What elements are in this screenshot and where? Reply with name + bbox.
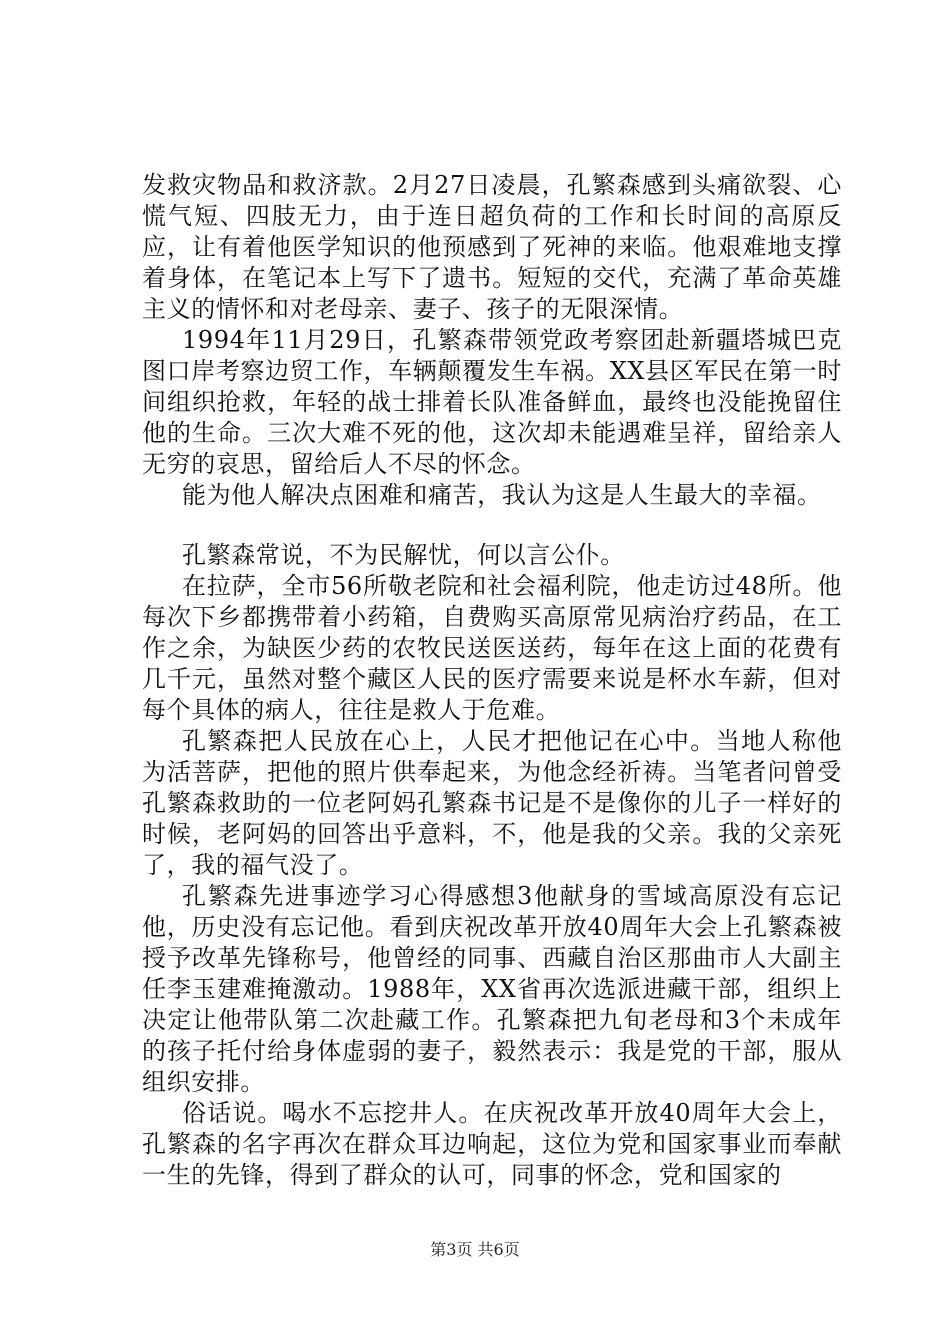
paragraph-quote-happiness: 能为他人解决点困难和痛苦，我认为这是人生最大的幸福。: [182, 481, 822, 509]
document-body: [142, 170, 842, 1191]
paragraph-reflection: 孔繁森先进事迹学习心得感想3他献身的雪域高原没有忘记他，历史没有忘记他。看到庆祝改革开放40周年大会上孔繁森被授予改革先锋称号，他曾经的同事、西藏自治区那曲市人大副主任李玉建难掩激动。1988年，XX省再次选派进藏干部，组织上决定让他带队第二次赴藏工作。孔繁森把九旬老母和3个未成年的孩子托付给身体虚弱的妻子，毅然表示：我是党的干部，服从组织安排。: [142, 882, 842, 1096]
page-number-footer: 第3页 共6页: [430, 1240, 520, 1259]
paragraph-spacer: [142, 511, 842, 540]
paragraph-proverb: 俗话说。喝水不忘挖井人。在庆祝改革开放40周年大会上，孔繁森的名字再次在群众耳边响起，这位为党和国家事业而奉献一生的先锋，得到了群众的认可，同事的怀念，党和国家的: [142, 1099, 842, 1189]
paragraph-lhasa-visits: 在拉萨，全市56所敬老院和社会福利院，他走访过48所。他每次下乡都携带着小药箱，自费购买高原常见病治疗药品，在工作之余，为缺医少药的农牧民送医送药，每年在这上面的花费有几千元，虽然对整个藏区人民的医疗需要来说是杯水车薪，但对每个具体的病人，往往是救人于危难。: [142, 572, 842, 724]
paragraph-people-heart: 孔繁森把人民放在心上，人民才把他记在心中。当地人称他为活菩萨，把他的照片供奉起来，为他念经祈祷。当笔者问曾受孔繁森救助的一位老阿妈孔繁森书记是不是像你的儿子一样好的时候，老阿妈的回答出乎意料，不，他是我的父亲。我的父亲死了，我的福气没了。: [142, 727, 842, 879]
paragraph-accident: 1994年11月29日，孔繁森带领党政考察团赴新疆塔城巴克图口岸考察边贸工作，车辆颠覆发生车祸。XX县区军民在第一时间组织抢救，年轻的战士排着长队准备鲜血，最终也没能挽留住他的生命。三次大难不死的他，这次却未能遇难呈祥，留给亲人无穷的哀思，留给后人不尽的怀念。: [142, 326, 842, 478]
paragraph-continuation: 发救灾物品和救济款。2月27日凌晨，孔繁森感到头痛欲裂、心慌气短、四肢无力，由于连日超负荷的工作和长时间的高原反应，让有着他医学知识的他预感到了死神的来临。他艰难地支撑着身体，在笔记本上写下了遗书。短短的交代，充满了革命英雄主义的情怀和对老母亲、妻子、孩子的无限深情。: [142, 171, 842, 323]
paragraph-public-servant: 孔繁森常说，不为民解忧，何以言公仆。: [182, 541, 625, 569]
